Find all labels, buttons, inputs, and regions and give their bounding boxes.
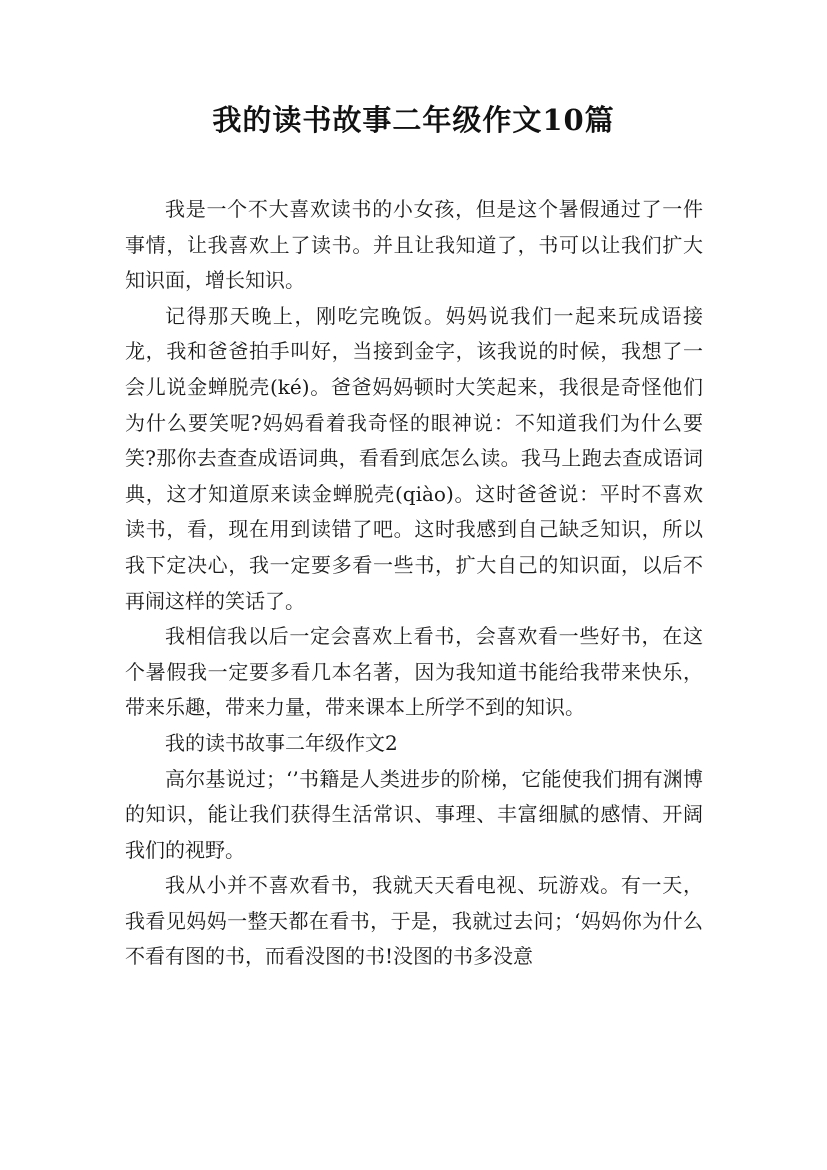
- document-body: [125, 192, 703, 975]
- paragraph: 我是一个不大喜欢读书的小女孩，但是这个暑假通过了一件事情，让我喜欢上了读书。并且让我知道了，书可以让我们扩大知识面，增长知识。: [125, 197, 703, 293]
- paragraph: 高尔基说过；‘’书籍是人类进步的阶梯，它能使我们拥有渊博的知识，能让我们获得生活常识、事理、丰富细腻的感情、开阔我们的视野。: [125, 766, 703, 862]
- paragraph: 记得那天晚上，刚吃完晚饭。妈妈说我们一起来玩成语接龙，我和爸爸拍手叫好，当接到金字，该我说的时候，我想了一会儿说金蝉脱壳(ké)。爸爸妈妈顿时大笑起来，我很是奇怪他们为什么要笑呢?妈妈看着我奇怪的眼神说：不知道我们为什么要笑?那你去查查成语词典，看看到底怎么读。我马上跑去查成语词典，这才知道原来读金蝉脱壳(qiào)。这时爸爸说：平时不喜欢读书，看，现在用到读错了吧。这时我感到自己缺乏知识，所以我下定决心，我一定要多看一些书，扩大自己的知识面，以后不再闹这样的笑话了。: [125, 303, 703, 613]
- paragraph: 我从小并不喜欢看书，我就天天看电视、玩游戏。有一天，我看见妈妈一整天都在看书，于是，我就过去问；‘妈妈你为什么不看有图的书，而看没图的书!没图的书多没意: [125, 873, 703, 969]
- section-heading: 我的读书故事二年级作文2: [165, 730, 398, 755]
- paragraph: 我相信我以后一定会喜欢上看书，会喜欢看一些好书，在这个暑假我一定要多看几本名著，因为我知道书能给我带来快乐，带来乐趣，带来力量，带来课本上所学不到的知识。: [125, 624, 703, 720]
- document-title: 我的读书故事二年级作文10篇: [212, 103, 615, 137]
